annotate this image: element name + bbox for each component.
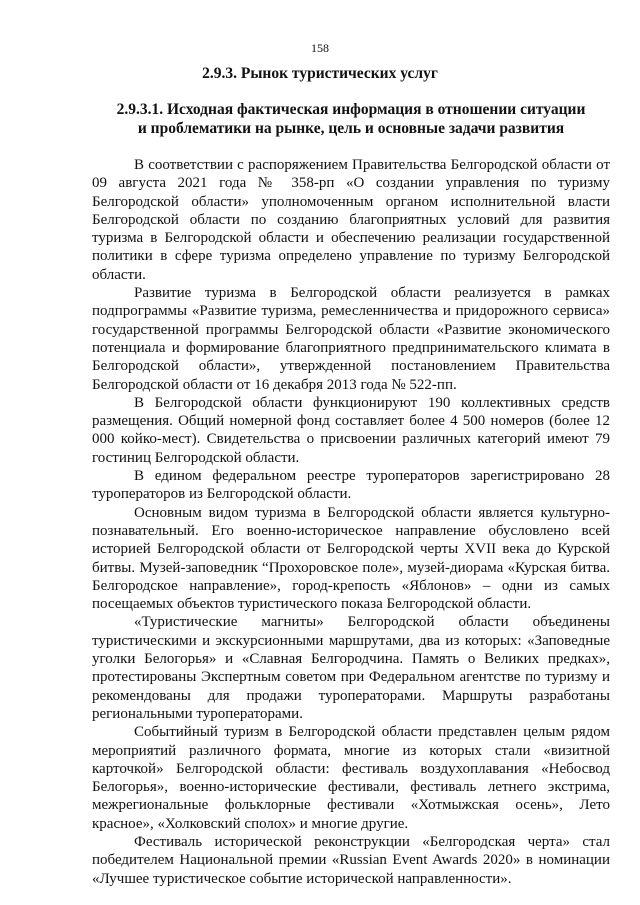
- paragraph-main-tourism-type: Основным видом туризма в Белгородской области является культурно-познавательный. Его военно-историческое направление обусловлено всей историей Белгородской области от Белгородской черты XVII века до Курской битвы. Музей-заповедник “Прохоровское поле», музей-диорама «Курская битва. Белгородское направление», город-крепость «Яблонов» – одни из самых посещаемых объектов туристического показа Белгородской области.: [92, 504, 610, 613]
- paragraph-accommodation: В Белгородской области функционируют 190 коллективных средств размещения. Общий номерной фонд составляет более 4 500 номеров (более 12 000 койко-мест). Свидетельства о присвоении различных категорий имеют 79 гостиниц Белгородской области.: [92, 394, 610, 466]
- paragraph-festival-award: Фестиваль исторической реконструкции «Белгородская черта» стал победителем Национальной премии «Russian Event Awards 2020» в номинации «Лучшее туристическое событие исторической направленности».: [92, 833, 610, 887]
- body-text: [92, 156, 610, 888]
- paragraph-state-program: Развитие туризма в Белгородской области реализуется в рамках подпрограммы «Развитие туризма, ремесленничества и придорожного сервиса» государственной программы Белгородской области «Развитие экономического потенциала и формирование благоприятного предпринимательского климата в Белгородской области», утвержденной постановлением Правительства Белгородской области от 16 декабря 2013 года № 522-пп.: [92, 285, 610, 393]
- paragraph-tour-operators: В едином федеральном реестре туроператоров зарегистрировано 28 туроператоров из Белгородской области.: [92, 468, 610, 503]
- subsection-title-line-2: и проблематики на рынке, цель и основные задачи развития: [137, 120, 565, 137]
- subsection-title-line-1: 2.9.3.1. Исходная фактическая информация в отношении ситуации: [116, 101, 586, 118]
- subsection-title: [92, 100, 610, 138]
- section-title: 2.9.3. Рынок туристических услуг: [202, 65, 438, 82]
- page-number: 158: [311, 41, 329, 55]
- paragraph-tourist-magnets: «Туристические магниты» Белгородской области объединены туристическими и экскурсионными маршрутами, два из которых: «Заповедные уголки Белогорья» и «Славная Белгородчина. Память о Великих предках», протестированы Экспертным советом при Федеральном агентстве по туризму и рекомендованы для продажи туроператорами. Маршруты разработаны региональными туроператорами.: [92, 614, 610, 722]
- paragraph-legal-basis: В соответствии с распоряжением Правительства Белгородской области от 09 августа 2021 года № 358-рп «О создании управления по туризму Белгородской области» уполномоченным органом исполнительной власти Белгородской области по созданию благоприятных условий для развития туризма в Белгородской области и обеспечению реализации государственной политики в сфере туризма определено управление по туризму Белгородской области.: [92, 157, 610, 283]
- paragraph-event-tourism: Событийный туризм в Белгородской области представлен целым рядом мероприятий различного формата, многие из которых стали «визитной карточкой» Белгородской области: фестиваль воздухоплавания «Небосвод Белогорья», военно-исторические фестивали, фестиваль летнего экстрима, межрегиональные фольклорные фестивали «Хотмыжская осень», Лето красное», «Холковский сполох» и многие другие.: [92, 724, 610, 832]
